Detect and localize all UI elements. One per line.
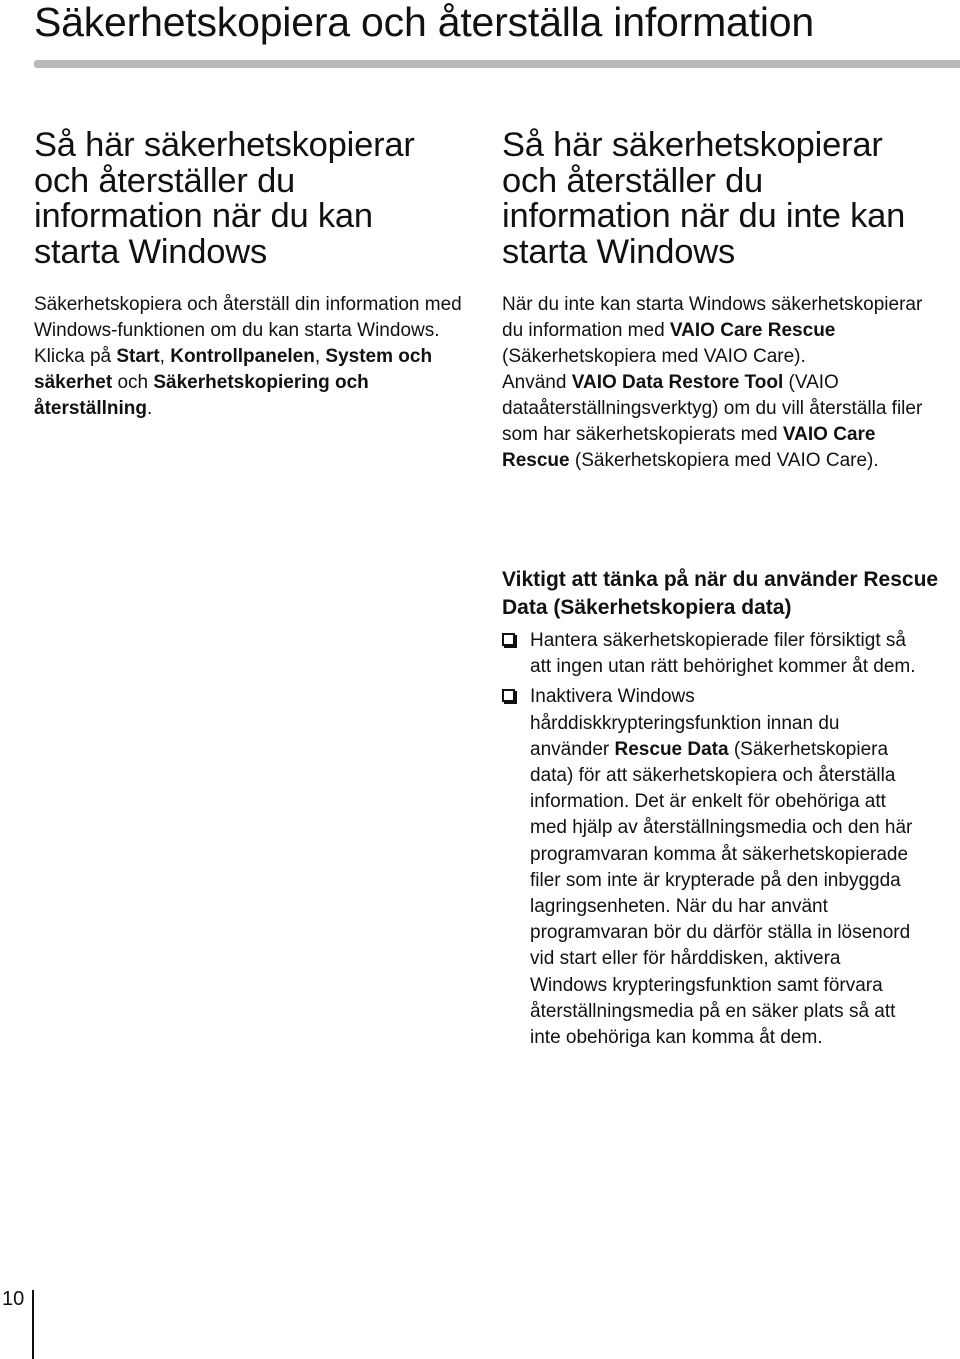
title-rule <box>34 60 960 68</box>
vaio-care-rescue-label-2: VAIO Care Rescue <box>502 424 876 471</box>
vaio-care-rescue-label: VAIO Care Rescue <box>669 320 836 341</box>
left-section-heading: Så här säkerhetskopierar och återställer du information när du kan starta Windows <box>34 126 415 271</box>
rescue-data-label: Rescue Data <box>614 738 729 760</box>
checkbox-bullet-icon <box>502 633 515 646</box>
backup-restore-label: Säkerhetskopiering och återställning <box>34 372 369 419</box>
important-notes-list <box>502 628 922 1055</box>
list-item <box>502 628 922 680</box>
vaio-data-restore-tool-label: VAIO Data Restore Tool <box>571 372 784 393</box>
page-number: 10 <box>2 1288 25 1310</box>
right-para-1: När du inte kan starta Windows säkerhetskopierar du information med VAIO Care Rescue (Säkerhetskopiera med VAIO Care). <box>502 294 923 367</box>
system-security-label: System och säkerhet <box>34 346 433 393</box>
right-column <box>502 128 932 474</box>
left-column <box>34 128 464 422</box>
checkbox-bullet-icon <box>502 689 515 702</box>
left-para-2: Klicka på Start, Kontrollpanelen, System och säkerhet och Säkerhetskopiering och återställning. <box>34 346 433 419</box>
list-item-text: Inaktivera Windows hårddiskkrypteringsfunktion innan du använder Rescue Data (Säkerhetskopiera data) för att säkerhetskopiera och återställa information. Det är enkelt för obehöriga att med hjälp av återställningsmedia och den här programvaran komma åt säkerhetskopierade filer som inte är krypterade på den inbyggda lagringsenheten. När du har använt programvaran bör du därför ställa in lösenord vid start eller för hårddisken, aktivera Windows krypteringsfunktion samt förvara återställningsmedia på en säker plats så att inte obehöriga kan komma åt dem. <box>530 686 913 1049</box>
page-number-rule <box>32 1290 34 1359</box>
right-para-2: Använd VAIO Data Restore Tool (VAIO dataåterställningsverktyg) om du vill återställa filer som har säkerhetskopierats med VAIO Care Rescue (Säkerhetskopiera med VAIO Care). <box>502 372 923 471</box>
left-para-1: Säkerhetskopiera och återställ din information med Windows-funktionen om du kan starta Windows. <box>34 294 462 341</box>
page-title: Säkerhetskopiera och återställa information <box>34 0 814 45</box>
control-panel-label: Kontrollpanelen <box>170 346 315 367</box>
start-menu-label: Start <box>116 346 160 367</box>
right-section-heading: Så här säkerhetskopierar och återställer du information när du inte kan starta Windows <box>502 126 906 271</box>
list-item <box>502 684 922 1051</box>
important-notes-heading: Viktigt att tänka på när du använder Rescue Data (Säkerhetskopiera data) <box>502 568 939 619</box>
list-item-text: Hantera säkerhetskopierade filer försiktigt så att ingen utan rätt behörighet kommer åt dem. <box>530 630 916 678</box>
